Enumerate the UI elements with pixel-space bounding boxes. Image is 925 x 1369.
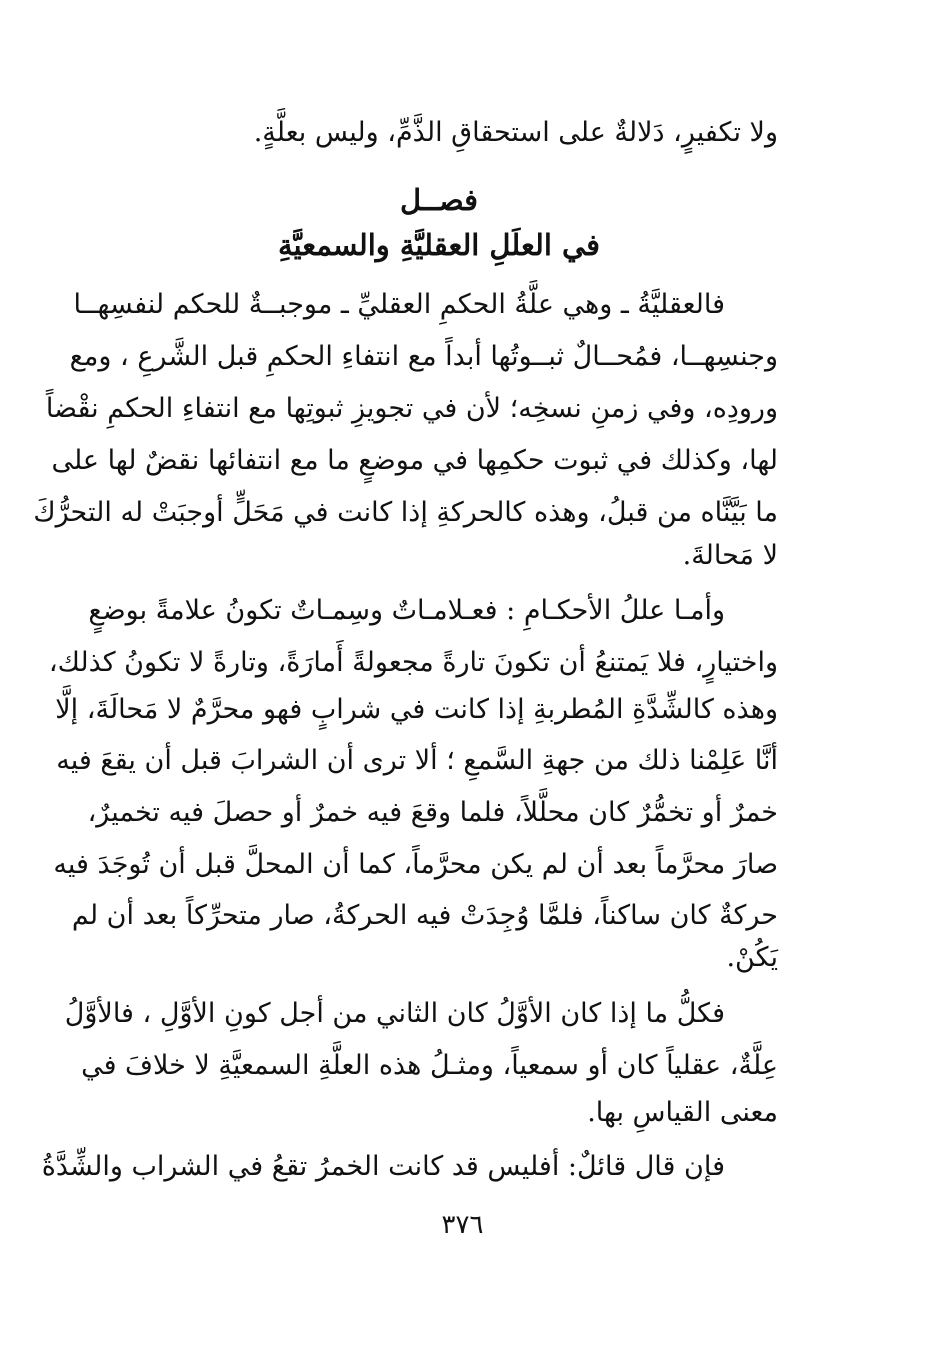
paragraph-line: فإن قال قائلٌ: أفليس قد كانت الخمرُ تقعُ في الشراب والشِّدَّةُ: [41, 1151, 725, 1182]
paragraph-line: أنَّا عَلِمْنا ذلك من جهةِ السَّمعِ ؛ ألا ترى أن الشرابَ قبل أن يقعَ فيه: [56, 745, 778, 776]
paragraph-line: يَكُنْ.: [726, 942, 778, 973]
page-number: ٣٧٦: [441, 1210, 484, 1240]
paragraph-line: فكلُّ ما إذا كان الأوَّلُ كان الثاني من أجل كونِ الأوَّلِ ، فالأوَّلُ: [64, 998, 725, 1029]
section-label: فصــل: [400, 183, 478, 217]
paragraph-line: ما بَيَّنَّاه من قبلُ، وهذه كالحركةِ إذا كانت في مَحَلٍّ أوجبَتْ له التحرُّكَ: [33, 497, 778, 528]
paragraph-line: وجنسِهــا، فمُحــالٌ ثبــوتُها أبداً مع انتفاءِ الحكمِ قبل الشَّرعِ ، ومع: [69, 341, 778, 372]
paragraph-line: واختيارٍ، فلا يَمتنعُ أن تكونَ تارةً مجعولةً أَمارَةً، وتارةً لا تكونُ كذلك،: [48, 647, 778, 678]
top-line: ولا تكفيرٍ، دَلالةٌ على استحقاقِ الذَّمِّ، وليس بعلَّةٍ.: [253, 117, 778, 148]
paragraph-line: ورودِه، وفي زمنِ نسخِه؛ لأن في تجويزِ ثبوتِها مع انتفاءِ الحكمِ نقْضاً: [45, 393, 778, 424]
paragraph-line: لا مَحالةَ.: [682, 540, 778, 571]
section-title: في العلَلِ العقليَّةِ والسمعيَّةِ: [277, 228, 601, 262]
paragraph-line: وهذه كالشِّدَّةِ المُطربةِ إذا كانت في شرابٍ فهو محرَّمٌ لا مَحالَةَ، إلَّا: [55, 694, 778, 725]
paragraph-line: لها، وكذلك في ثبوت حكمِها في موضعٍ ما مع انتفائها نقضٌ لها على: [51, 445, 778, 476]
paragraph-line: عِلَّةٌ، عقلياً كان أو سمعياً، ومثـلُ هذه العلَّةِ السمعيَّةِ لا خلافَ في: [81, 1050, 778, 1081]
paragraph-line: فالعقليَّةُ ـ وهي علَّةُ الحكمِ العقليِّ ـ موجبــةٌ للحكم لنفسِهــا: [73, 289, 725, 320]
paragraph-line: خمرٌ أو تخمُّرٌ كان محلَّلاً، فلما وقعَ فيه خمرٌ أو حصلَ فيه تخميرٌ،: [87, 797, 778, 828]
paragraph-line: صارَ محرَّماً بعد أن لم يكن محرَّماً، كما أن المحلَّ قبل أن تُوجَدَ فيه: [53, 849, 778, 880]
paragraph-line: حركةٌ كان ساكناً، فلمَّا وُجِدَتْ فيه الحركةُ، صار متحرِّكاً بعد أن لم: [71, 900, 778, 931]
paragraph-line: وأمـا عللُ الأحكـامِ : فعـلامـاتٌ وسِمـاتٌ تكونُ علامةً بوضعٍ: [88, 595, 725, 626]
paragraph-line: معنى القياسِ بها.: [587, 1097, 778, 1128]
